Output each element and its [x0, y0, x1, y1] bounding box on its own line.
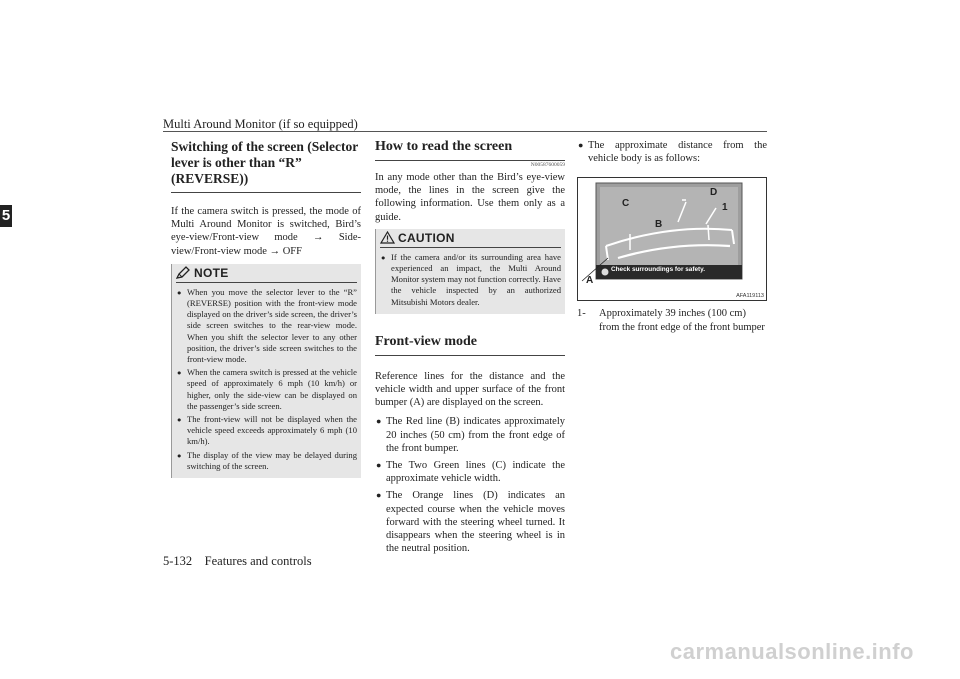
chapter-tab: 5 — [0, 205, 12, 227]
column-3 — [577, 139, 767, 334]
section-code: N00587600059 — [530, 162, 565, 168]
note-rule — [176, 282, 357, 283]
warning-triangle-icon — [380, 231, 395, 244]
section-heading-switching: Switching of the screen (Selector lever is other than “R” (REVERSE)) — [171, 139, 358, 186]
header-rule — [163, 131, 767, 132]
column-2 — [375, 139, 565, 557]
screen-safety-message: Check surroundings for safety. — [611, 266, 705, 274]
switching-paragraph: If the camera switch is pressed, the mode of Multi Around Monitor is switched, Bird’s eye-view/Front-view mode → Side-view/Front-view mode → OFF — [171, 206, 361, 257]
caution-label: CAUTION — [398, 230, 455, 245]
note-item: ● The display of the view may be delayed during switching of the screen. — [176, 450, 357, 472]
bullet-item: ● The Two Green lines (C) indicate the approximate vehicle width. — [375, 459, 565, 485]
front-view-paragraph: Reference lines for the distance and the vehicle width and upper surface of the front bumper (A) are displayed on the screen. — [375, 370, 565, 409]
caution-header — [380, 231, 561, 245]
label-b: B — [655, 219, 663, 231]
watermark: carmanualsonline.info — [670, 639, 914, 664]
section-heading-how-to-read: How to read the screen — [375, 139, 513, 154]
label-a: A — [586, 275, 594, 287]
page-footer: 5-132 Features and controls — [163, 554, 312, 568]
note-item: ● When the camera switch is pressed at the vehicle speed of approximately 6 mph (10 km/h) or higher, only the side-view can be displayed on the passenger’s side screen. — [176, 367, 357, 412]
distance-bullets — [577, 139, 767, 165]
caution-box — [375, 229, 565, 314]
note-item: ● The front-view will not be displayed when the vehicle speed exceeds approximately 6 mph (10 km/h). — [176, 414, 357, 448]
front-view-bullets — [375, 415, 565, 555]
note-item: ● When you move the selector lever to the “R” (REVERSE) position with the front-view mode displayed on the driver’s side screen, the driver’s side screen switches to the rear-view mode. When you shift the selector lever to any other position, the driver’s side screen switches to the front-view mode. — [176, 287, 357, 365]
heading-rule — [375, 160, 565, 161]
figure-code: AFA119113 — [736, 293, 764, 300]
page-header: Multi Around Monitor (if so equipped) — [163, 117, 358, 131]
note-header — [176, 266, 357, 280]
distance-list — [577, 307, 767, 333]
heading-rule — [375, 355, 565, 356]
label-1: 1 — [722, 202, 728, 214]
front-view-figure — [577, 177, 767, 301]
bullet-item: ● The approximate distance from the vehicle body is as follows: — [577, 139, 767, 165]
bullet-item: ● The Orange lines (D) indicates an expected course when the vehicle moves forward with the steering wheel turned. It disappears when the steering wheel is in the neutral position. — [375, 489, 565, 555]
note-label: NOTE — [194, 265, 229, 280]
heading-rule — [171, 192, 361, 193]
section-heading-front-view: Front-view mode — [375, 333, 477, 349]
caution-list — [380, 252, 561, 308]
caution-item: ● If the camera and/or its surrounding area have experienced an impact, the Multi Around Monitor system may not function correctly. Have the vehicle inspected by an authorized Mitsubishi Motors dealer. — [380, 252, 561, 308]
label-d: D — [710, 187, 718, 199]
note-pencil-icon — [176, 266, 190, 279]
column-1 — [171, 139, 361, 478]
bullet-item: ● The Red line (B) indicates approximately 20 inches (50 cm) from the front edge of the front bumper. — [375, 415, 565, 455]
note-list — [176, 287, 357, 472]
list-text: Approximately 39 inches (100 cm) from the front edge of the front bumper — [599, 308, 765, 333]
how-to-read-paragraph: In any mode other than the Bird’s eye-view mode, the lines in the screen give the following information. Use them only as a guide. — [375, 172, 565, 223]
note-box — [171, 264, 361, 478]
label-c: C — [622, 198, 630, 210]
caution-rule — [380, 247, 561, 248]
camera-screen-illustration — [578, 178, 766, 300]
list-number: 1- — [577, 308, 586, 320]
